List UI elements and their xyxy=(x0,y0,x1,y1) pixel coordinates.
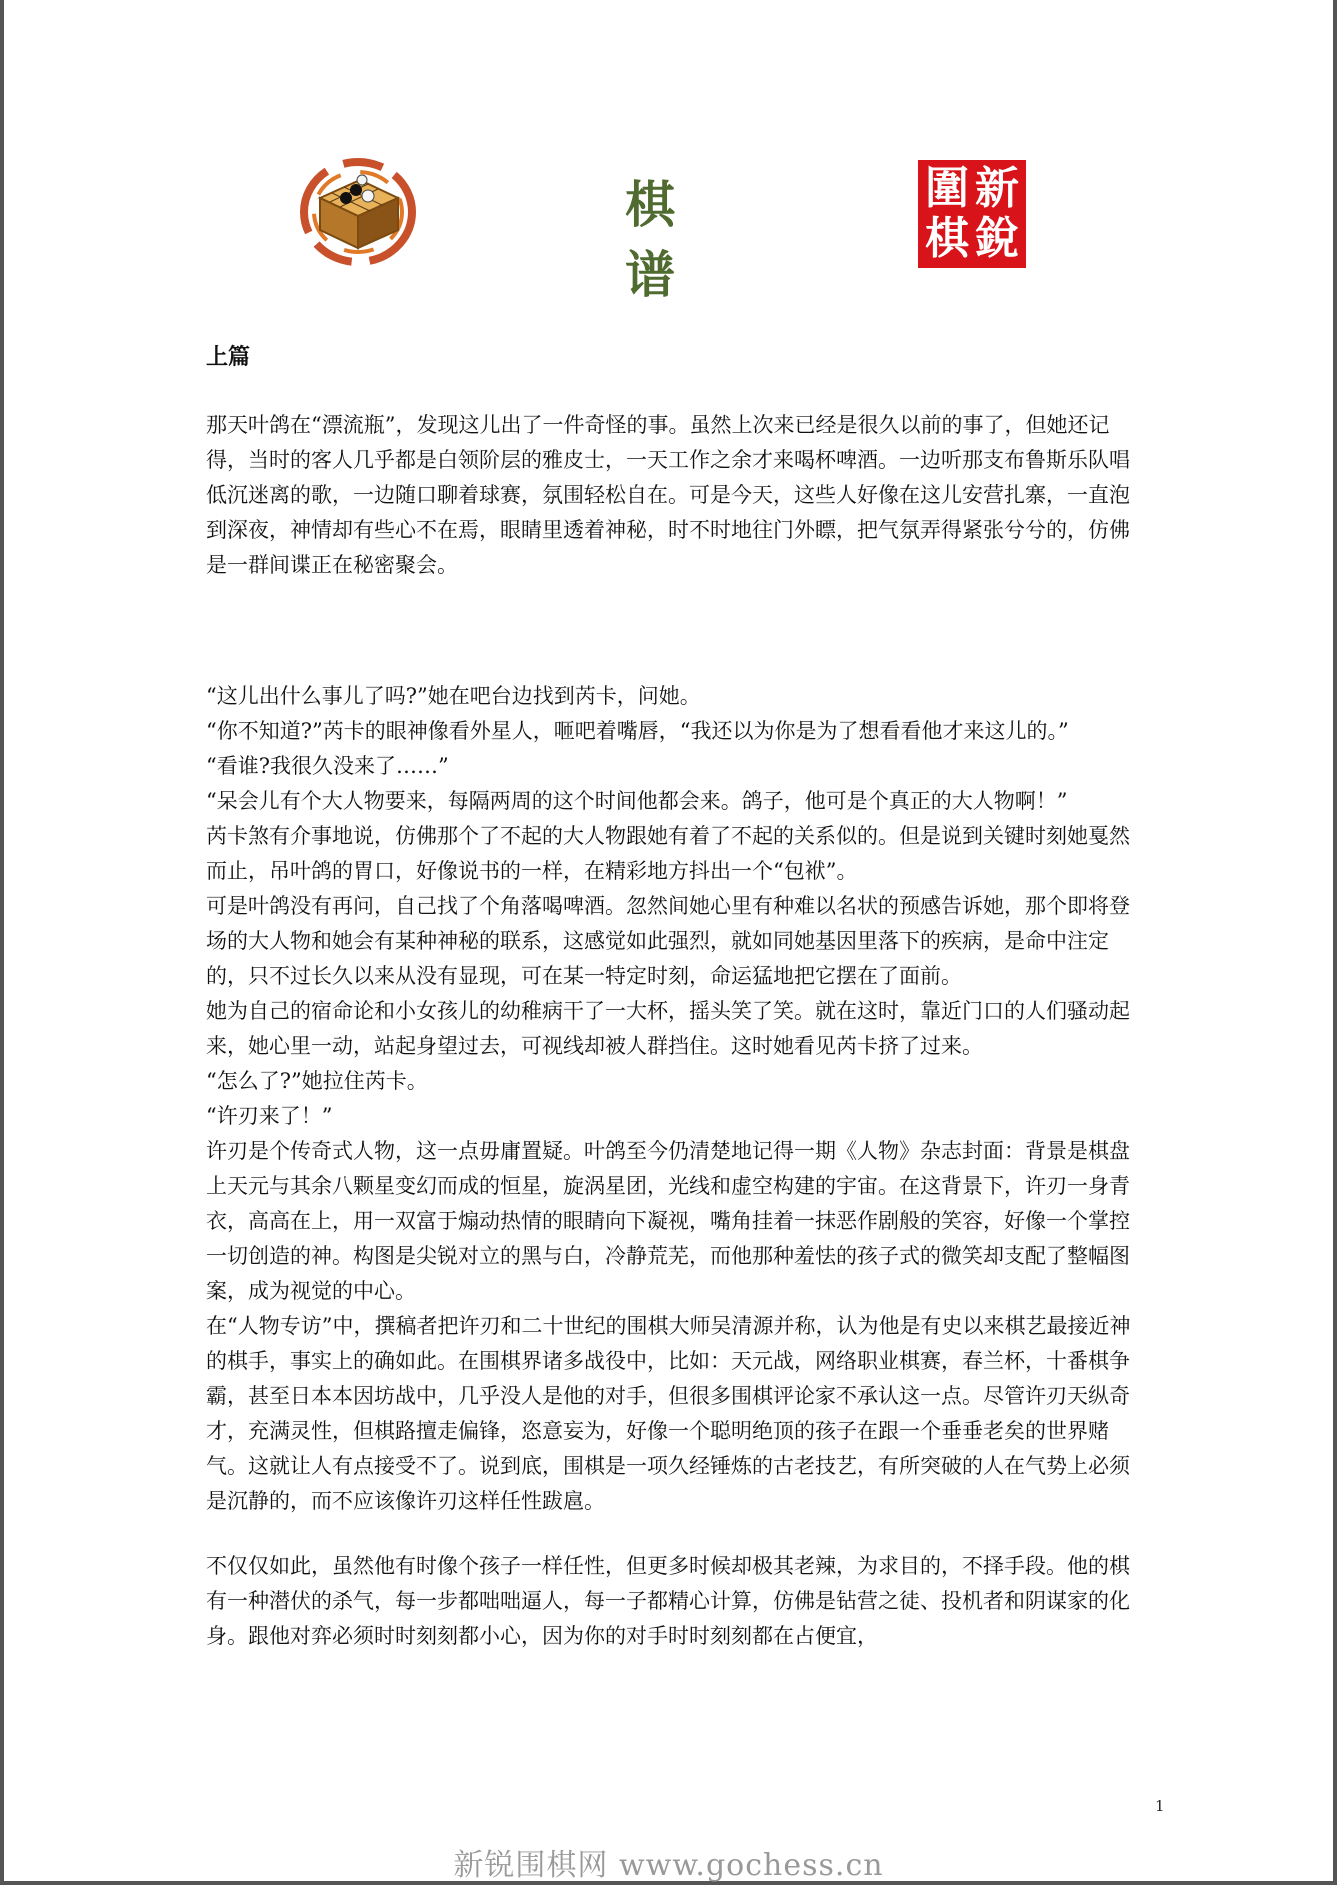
paragraph: 在“人物专访”中，撰稿者把许刃和二十世纪的围棋大师吴清源并称，认为他是有史以来棋艺最接近神的棋手，事实上的确如此。在围棋界诸多战役中，比如：天元战，网络职业棋赛，春兰杯，十番棋争霸，甚至日本本因坊战中，几乎没人是他的对手，但很多围棋评论家不承认这一点。尽管许刃天纵奇才，充满灵性，但棋路擅走偏锋，恣意妄为，好像一个聪明绝顶的孩子在跟一个垂垂老矣的世界赌气。这就让人有点接受不了。说到底，围棋是一项久经锤炼的古老技艺，有所突破的人在气势上必须是沉静的，而不应该像许刃这样任性跋扈。 xyxy=(206,1314,1131,1513)
paragraph: “怎么了?”她拉住芮卡。 xyxy=(206,1069,428,1093)
paragraph: “这儿出什么事儿了吗?”她在吧台边找到芮卡，问她。 xyxy=(206,684,701,708)
document-header xyxy=(0,120,1337,304)
paragraph: 不仅仅如此，虽然他有时像个孩子一样任性，但更多时候却极其老辣，为求目的，不择手段。他的棋有一种潜伏的杀气，每一步都咄咄逼人，每一子都精心计算，仿佛是钻营之徒、投机者和阴谋家的化身。跟他对弈必须时时刻刻都小心，因为你的对手时时刻刻都在占便宜， xyxy=(206,1554,1130,1648)
seal-char: 圍 xyxy=(925,163,969,214)
seal-char: 棋 xyxy=(925,213,969,264)
go-board-logo-icon xyxy=(298,150,422,270)
paragraph: “看谁?我很久没来了……” xyxy=(206,754,449,778)
paragraph: “你不知道?”芮卡的眼神像看外星人，咂吧着嘴唇，“我还以为你是为了想看看他才来这儿的。” xyxy=(206,719,1069,743)
page-number: 1 xyxy=(1155,1797,1165,1815)
paragraph: 她为自己的宿命论和小女孩儿的幼稚病干了一大杯，摇头笑了笑。就在这时，靠近门口的人们骚动起来，她心里一动，站起身望过去，可视线却被人群挡住。这时她看见芮卡挤了过来。 xyxy=(206,999,1130,1058)
paragraph: 那天叶鸽在“漂流瓶”，发现这儿出了一件奇怪的事。虽然上次来已经是很久以前的事了，但她还记得，当时的客人几乎都是白领阶层的雅皮士，一天工作之余才来喝杯啤酒。一边听那支布鲁斯乐队唱低沉迷离的歌，一边随口聊着球赛，氛围轻松自在。可是今天，这些人好像在这儿安营扎寨，一直泡到深夜，神情却有些心不在焉，眼睛里透着神秘，时不时地往门外瞟，把气氛弄得紧张兮兮的，仿佛是一群间谍正在秘密聚会。 xyxy=(206,413,1130,577)
page-title: 棋 谱 xyxy=(625,175,805,304)
paragraph: 许刃是个传奇式人物，这一点毋庸置疑。叶鸽至今仍清楚地记得一期《人物》杂志封面：背景是棋盘上天元与其余八颗星变幻而成的恒星，旋涡星团，光线和虚空构建的宇宙。在这背景下，许刃一身青衣，高高在上，用一双富于煽动热情的眼睛向下凝视，嘴角挂着一抹恶作剧般的笑容，好像一个掌控一切创造的神。构图是尖锐对立的黑与白，冷静荒芜，而他那种羞怯的孩子式的微笑却支配了整幅图案，成为视觉的中心。 xyxy=(206,1139,1130,1303)
seal-char: 新 xyxy=(975,163,1019,214)
section-heading: 上篇 xyxy=(206,345,251,370)
seal-char: 銳 xyxy=(975,213,1019,264)
paragraph: 芮卡煞有介事地说，仿佛那个了不起的大人物跟她有着了不起的关系似的。但是说到关键时刻她戛然而止，吊叶鸽的胃口，好像说书的一样，在精彩地方抖出一个“包袱”。 xyxy=(206,824,1130,883)
paragraph: 可是叶鸽没有再问，自己找了个角落喝啤酒。忽然间她心里有种难以名状的预感告诉她，那个即将登场的大人物和她会有某种神秘的联系，这感觉如此强烈，就如同她基因里落下的疾病，是命中注定的，只不过长久以来从没有显现，可在某一特定时刻，命运猛地把它摆在了面前。 xyxy=(206,894,1130,988)
footer-watermark: 新锐围棋网 www.gochess.cn xyxy=(453,1848,884,1883)
xinrui-weiqi-seal xyxy=(918,160,1026,268)
document-body xyxy=(206,408,1131,1654)
paragraph: “呆会儿有个大人物要来，每隔两周的这个时间他都会来。鸽子，他可是个真正的大人物啊！” xyxy=(206,789,1068,813)
paragraph: “许刃来了！” xyxy=(206,1104,333,1128)
